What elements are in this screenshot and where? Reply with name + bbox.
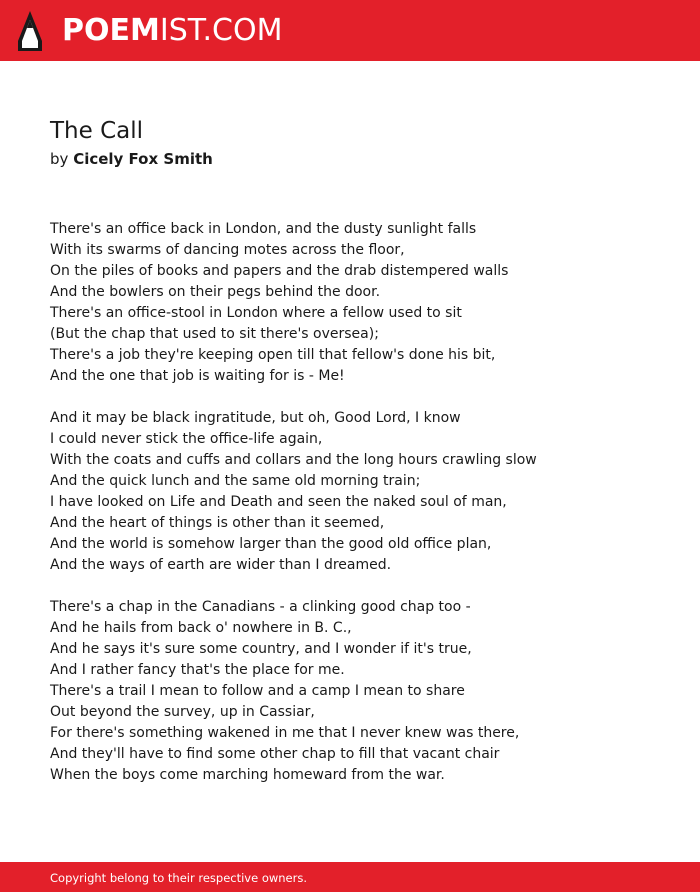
- copyright-notice: Copyright belong to their respective owners.: [50, 871, 308, 885]
- poem-line: There's a job they're keeping open till that fellow's done his bit,: [50, 347, 496, 363]
- poem-line: And the one that job is waiting for is - Me!: [50, 368, 345, 384]
- logo-text-bold: POEM: [62, 13, 160, 48]
- poem-line: (But the chap that used to sit there's oversea);: [50, 326, 379, 342]
- poem-line: There's a trail I mean to follow and a camp I mean to share: [50, 683, 465, 699]
- poem-line: There's an office-stool in London where a fellow used to sit: [50, 305, 462, 321]
- poem-stanza: [50, 219, 670, 387]
- site-logo[interactable]: [62, 13, 282, 49]
- poem-line: And the quick lunch and the same old morning train;: [50, 473, 421, 489]
- byline: [50, 148, 213, 170]
- poem-line: With the coats and cuffs and collars and the long hours crawling slow: [50, 452, 537, 468]
- poem-line: And he hails from back o' nowhere in B. C.,: [50, 620, 352, 636]
- poem-stanza: [50, 408, 670, 576]
- site-footer: [0, 862, 700, 892]
- poem-body: [50, 219, 670, 807]
- poem-line: And the ways of earth are wider than I dreamed.: [50, 557, 392, 573]
- poem-line: And he says it's sure some country, and I wonder if it's true,: [50, 641, 472, 657]
- poem-line: With its swarms of dancing motes across the floor,: [50, 242, 405, 258]
- poem-title: The Call: [50, 118, 144, 144]
- poem-line: And the bowlers on their pegs behind the door.: [50, 284, 381, 300]
- poem-line: Out beyond the survey, up in Cassiar,: [50, 704, 315, 720]
- poem-line: When the boys come marching homeward from the war.: [50, 767, 445, 783]
- author-name: Cicely Fox Smith: [73, 150, 213, 168]
- poem-line: On the piles of books and papers and the drab distempered walls: [50, 263, 509, 279]
- poem-line: There's a chap in the Canadians - a clinking good chap too -: [50, 599, 471, 615]
- poem-line: And I rather fancy that's the place for me.: [50, 662, 345, 678]
- logo-text-light: IST.COM: [159, 13, 283, 48]
- poem-stanza: [50, 597, 670, 786]
- site-header: [0, 0, 700, 61]
- by-label: by: [50, 150, 69, 168]
- poem-line: For there's something wakened in me that I never knew was there,: [50, 725, 520, 741]
- poem-line: I could never stick the office-life again,: [50, 431, 323, 447]
- poem-line: I have looked on Life and Death and seen the naked soul of man,: [50, 494, 507, 510]
- poem-line: And the heart of things is other than it seemed,: [50, 515, 385, 531]
- poem-line: And they'll have to find some other chap to fill that vacant chair: [50, 746, 500, 762]
- poem-line: And it may be black ingratitude, but oh, Good Lord, I know: [50, 410, 461, 426]
- pencil-tip-icon[interactable]: [17, 10, 43, 52]
- poem-line: And the world is somehow larger than the good old office plan,: [50, 536, 492, 552]
- poem-line: There's an office back in London, and the dusty sunlight falls: [50, 221, 477, 237]
